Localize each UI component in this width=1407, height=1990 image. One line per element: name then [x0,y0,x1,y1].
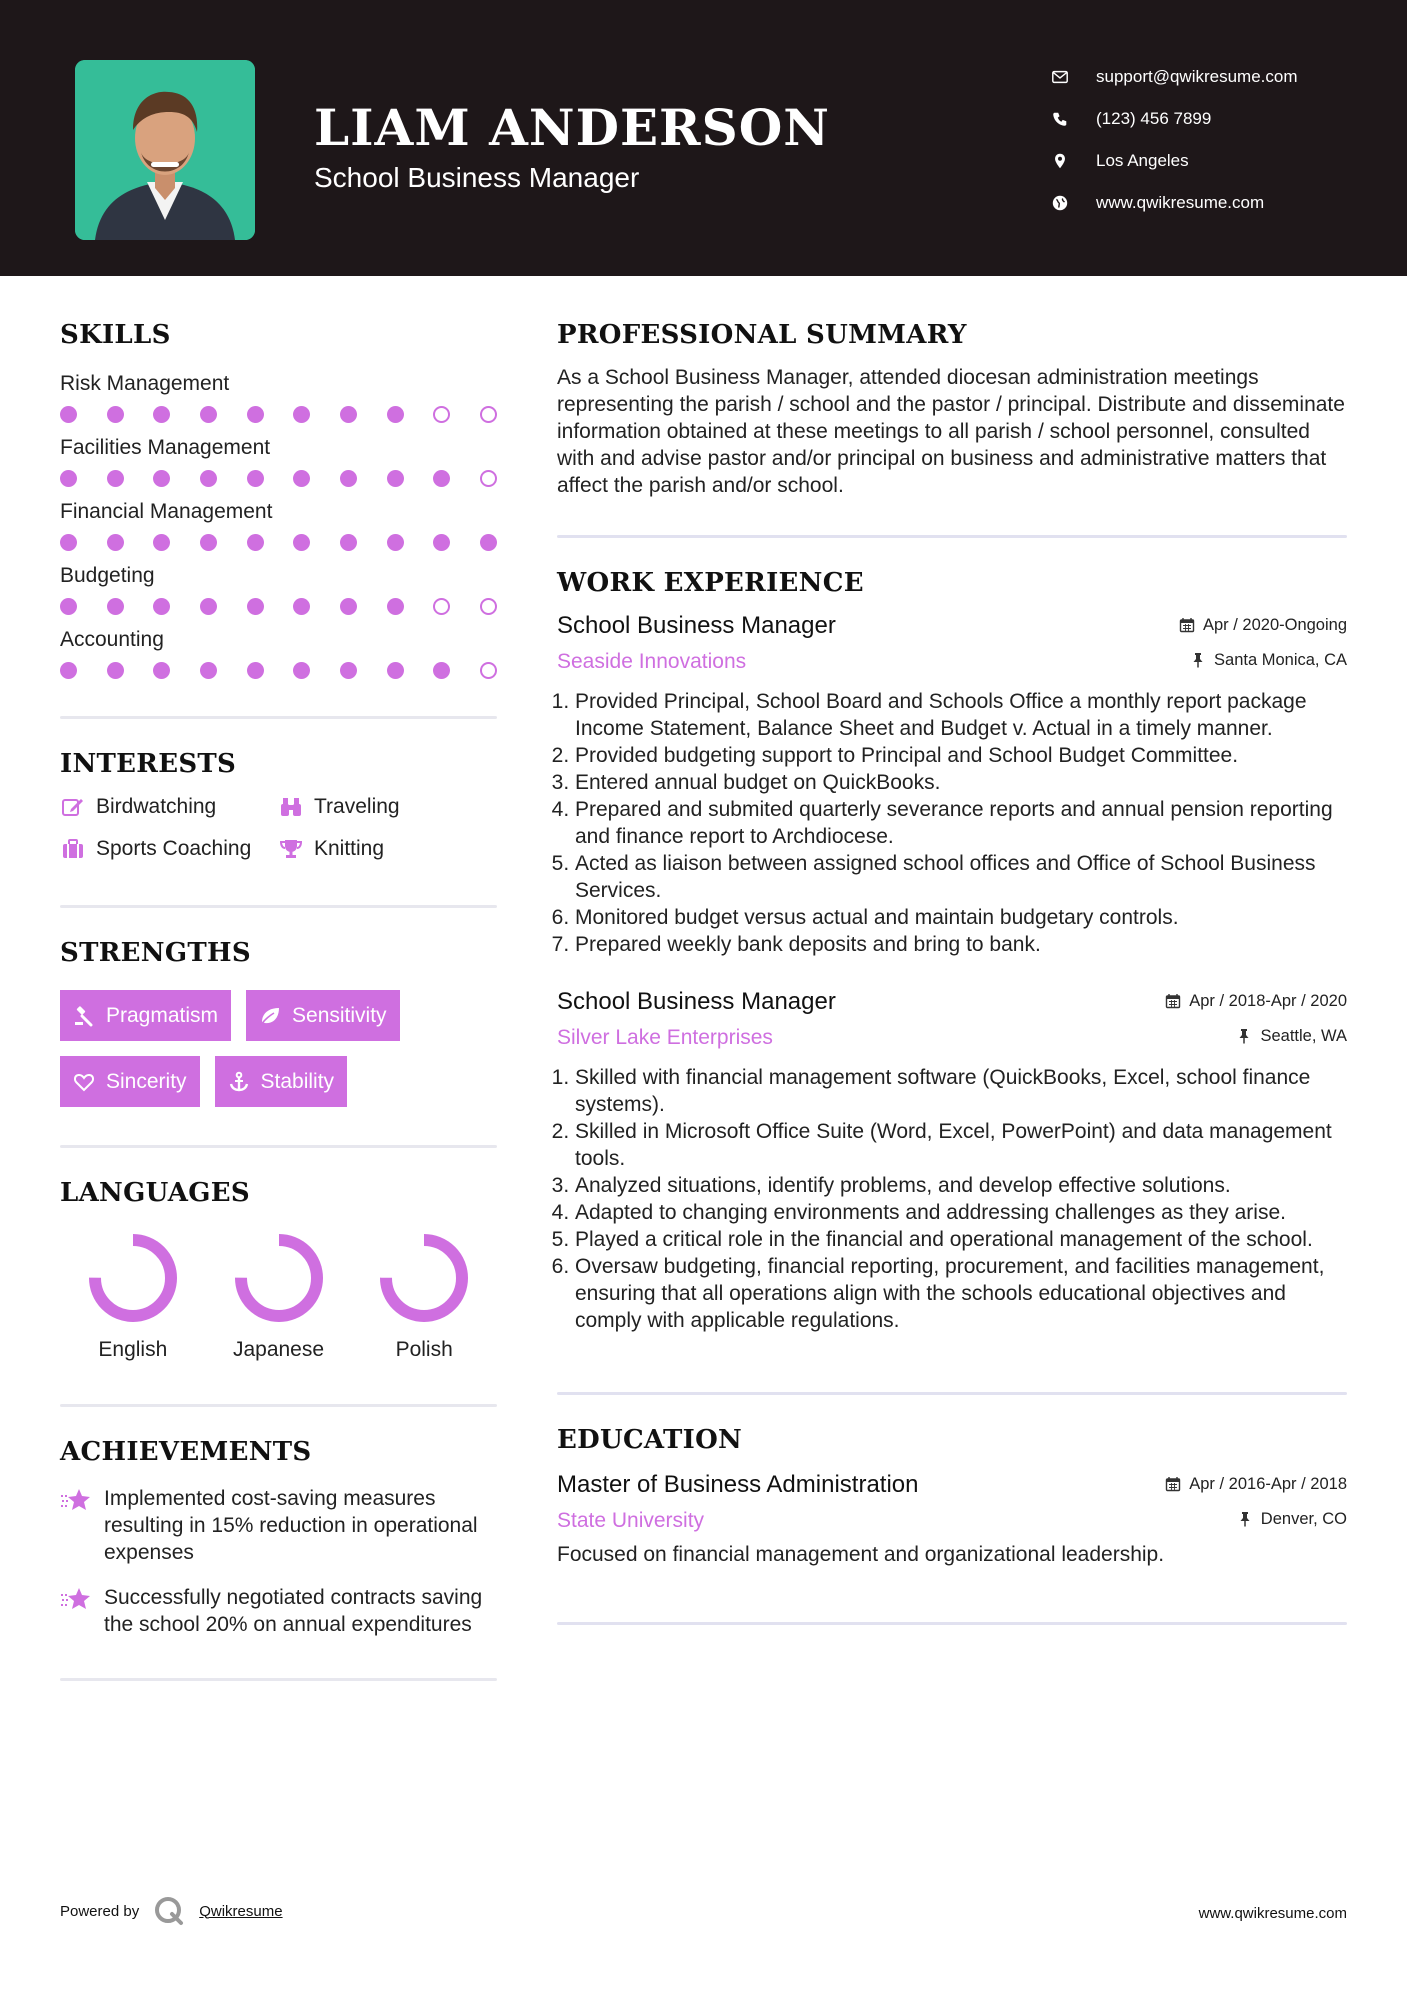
rating-dot-filled [107,406,124,423]
rating-dot-filled [293,406,310,423]
pushpin-icon [1236,1028,1252,1044]
strength-label: Pragmatism [106,1003,219,1027]
map-pin-icon [1050,151,1070,171]
calendar-icon [1165,1476,1181,1492]
section-divider [60,1404,497,1407]
rating-dot-filled [153,534,170,551]
responsibility-item: 1. Provided Principal, School Board and Schools Office a monthly report package Income Statement, Balance Sheet and Budget v. Actual in a timely manner. [575,688,1347,742]
pushpin-icon [1237,1511,1253,1527]
skill-name: Facilities Management [60,436,271,459]
skill-name: Budgeting [60,564,155,587]
summary-heading: PROFESSIONAL SUMMARY [557,320,967,350]
education-entry [557,1471,1347,1568]
achievement-item [60,1485,497,1566]
rating-dot-filled [340,406,357,423]
skill-rating [60,662,497,682]
skill-rating [60,598,497,618]
rating-dot-filled [60,534,77,551]
section-divider [60,1678,497,1681]
section-divider [557,1392,1347,1395]
rating-dot-filled [60,406,77,423]
language-item [351,1230,497,1362]
responsibility-item: 3. Analyzed situations, identify problems, and develop effective solutions. [575,1172,1347,1199]
interest-item [60,837,278,861]
leaf-icon [258,1004,282,1028]
language-label: Polish [395,1338,453,1361]
trophy-icon [278,837,304,861]
achievement-item [60,1584,497,1638]
calendar-icon [1165,993,1181,1009]
rating-dot-filled [153,598,170,615]
rating-dot-filled [107,470,124,487]
interest-item [278,795,497,819]
achievements-list [60,1485,497,1638]
contact-phone-text: (123) 456 7899 [1096,109,1212,128]
globe-icon [1050,193,1070,213]
star-icon [60,1584,94,1638]
language-progress-arc [386,1240,462,1316]
rating-dot-filled [340,534,357,551]
degree-title: Master of Business Administration [557,1471,919,1498]
strength-label: Sincerity [106,1069,187,1093]
languages-heading: LANGUAGES [60,1178,250,1208]
education-location [1237,1510,1347,1529]
rating-dot-empty [480,662,497,679]
language-progress-ring [376,1230,472,1326]
responsibility-item: 4. Adapted to changing environments and addressing challenges as they arise. [575,1199,1347,1226]
candidate-role: School Business Manager [314,162,640,193]
rating-dot-filled [293,598,310,615]
summary-text: As a School Business Manager, attended diocesan administration meetings representing the parish / school and the pastor / principal. Distribute and disseminate information obtained at these meetings to all parish / school personnel, consulted with and advise pastor and/or principal on business and administrative matters that affect the parish and/or school. [557,366,1345,497]
briefcase-icon [60,837,86,861]
rating-dot-empty [433,598,450,615]
rating-dot-filled [480,534,497,551]
rating-dot-filled [387,534,404,551]
rating-dot-filled [153,662,170,679]
rating-dot-filled [433,470,450,487]
section-divider [60,905,497,908]
rating-dot-filled [60,598,77,615]
job-dates [1179,616,1347,635]
achievement-text: Successfully negotiated contracts saving the school 20% on annual expenditures [104,1586,483,1636]
rating-dot-filled [107,598,124,615]
rating-dot-filled [247,534,264,551]
contact-location [1050,140,1298,182]
skill-name: Financial Management [60,500,273,523]
rating-dot-filled [433,662,450,679]
envelope-icon [1050,67,1070,87]
calendar-icon [1179,617,1195,633]
job-responsibilities [557,1064,1347,1334]
strengths-list [60,990,497,1107]
responsibility-item: 6. Monitored budget versus actual and maintain budgetary controls. [575,904,1347,931]
responsibility-item: 1. Skilled with financial management software (QuickBooks, Excel, school finance systems). [575,1064,1347,1118]
rating-dot-filled [200,662,217,679]
rating-dot-filled [200,470,217,487]
rating-dot-filled [340,598,357,615]
job-dates-text: Apr / 2018-Apr / 2020 [1189,991,1347,1010]
section-divider [60,716,497,719]
rating-dot-filled [153,470,170,487]
contact-website[interactable] [1050,182,1298,224]
interests-heading: INTERESTS [60,749,237,779]
contact-website-text: www.qwikresume.com [1096,193,1265,212]
job-location [1236,1027,1347,1046]
section-divider [557,535,1347,538]
job-responsibilities [557,688,1347,958]
responsibility-item: 2. Provided budgeting support to Principal and School Budget Committee. [575,742,1347,769]
footer-website[interactable]: www.qwikresume.com [1198,1905,1347,1922]
rating-dot-filled [387,598,404,615]
skill-rating [60,534,497,554]
rating-dot-filled [200,534,217,551]
section-divider [60,1145,497,1148]
rating-dot-empty [433,406,450,423]
heart-icon [72,1070,96,1094]
responsibility-item: 5. Played a critical role in the financial and operational management of the school. [575,1226,1347,1253]
footer-powered-by [60,1895,283,1927]
rating-dot-filled [247,662,264,679]
right-column [557,320,1347,1625]
achievements-heading: ACHIEVEMENTS [60,1437,312,1467]
strength-label: Stability [260,1069,335,1093]
education-description: Focused on financial management and organizational leadership. [557,1543,1165,1566]
rating-dot-filled [107,534,124,551]
contact-email-text: support@qwikresume.com [1096,67,1298,86]
job-entry [557,988,1347,1334]
interest-item [278,837,497,861]
qwikresume-link[interactable]: Qwikresume [199,1902,283,1920]
rating-dot-filled [433,534,450,551]
rating-dot-filled [200,598,217,615]
pushpin-icon [1190,652,1206,668]
rating-dot-filled [107,662,124,679]
interest-label: Sports Coaching [96,837,252,860]
contact-phone[interactable] [1050,98,1298,140]
strength-tag [60,990,231,1041]
profile-photo [75,60,255,240]
skills-heading: SKILLS [60,320,171,350]
rating-dot-filled [247,470,264,487]
strengths-heading: STRENGTHS [60,938,251,968]
resume-header [0,0,1407,276]
interests-list [60,795,497,861]
strength-tag [215,1056,348,1107]
rating-dot-filled [387,406,404,423]
company-name: Seaside Innovations [557,650,747,673]
rating-dot-filled [293,534,310,551]
job-title: School Business Manager [557,612,836,639]
responsibility-item: 3. Entered annual budget on QuickBooks. [575,769,1347,796]
rating-dot-empty [480,598,497,615]
job-location-text: Seattle, WA [1260,1026,1347,1045]
experience-heading: WORK EXPERIENCE [557,568,864,598]
job-title: School Business Manager [557,988,836,1015]
person-avatar-icon [75,60,255,240]
skill-name: Risk Management [60,372,230,395]
binoculars-icon [278,795,304,819]
language-item [206,1230,352,1362]
left-column [60,320,497,1681]
anchor-icon [227,1070,251,1094]
interest-item [60,795,278,819]
rating-dot-filled [153,406,170,423]
rating-dot-empty [480,406,497,423]
responsibility-item: 2. Skilled in Microsoft Office Suite (Word, Excel, PowerPoint) and data management tools. [575,1118,1347,1172]
education-dates [1165,1475,1347,1494]
rating-dot-filled [387,470,404,487]
rating-dot-filled [247,598,264,615]
responsibility-item: 6. Oversaw budgeting, financial reporting, procurement, and facilities management, ensuring that all operations align with the schools educational objectives and comply with applicable regulations. [575,1253,1347,1334]
languages-list [60,1230,497,1362]
edit-icon [60,795,86,819]
education-dates-text: Apr / 2016-Apr / 2018 [1189,1474,1347,1493]
language-label: English [98,1338,168,1361]
responsibility-item: 4. Prepared and submited quarterly severance reports and annual pension reporting and finance report to Archdiocese. [575,796,1347,850]
rating-dot-filled [247,406,264,423]
interest-label: Knitting [314,837,385,860]
rating-dot-filled [200,406,217,423]
powered-by-text: Powered by [60,1902,140,1920]
achievement-text: Implemented cost-saving measures resulting in 15% reduction in operational expenses [104,1487,478,1564]
job-location-text: Santa Monica, CA [1214,650,1347,669]
contact-location-text: Los Angeles [1096,151,1189,170]
education-location-text: Denver, CO [1260,1509,1347,1528]
skills-list [60,372,497,682]
language-item [60,1230,206,1362]
phone-icon [1050,109,1070,129]
interest-label: Birdwatching [96,795,217,818]
rating-dot-filled [60,662,77,679]
interest-label: Traveling [314,795,400,818]
skill-rating [60,406,497,426]
skill-name: Accounting [60,628,164,651]
qwikresume-logo-icon [153,1895,185,1927]
company-name: Silver Lake Enterprises [557,1026,773,1049]
language-progress-ring [231,1230,327,1326]
rating-dot-empty [480,470,497,487]
job-dates [1165,992,1347,1011]
contact-email[interactable] [1050,56,1298,98]
language-progress-arc [95,1240,171,1316]
rating-dot-filled [60,470,77,487]
strength-tag [60,1056,200,1107]
school-name: State University [557,1509,705,1532]
education-heading: EDUCATION [557,1425,743,1455]
responsibility-item: 5. Acted as liaison between assigned school offices and Office of School Business Services. [575,850,1347,904]
strength-tag [246,990,400,1041]
rating-dot-filled [340,662,357,679]
rating-dot-filled [293,470,310,487]
gavel-icon [72,1004,96,1028]
star-icon [60,1485,94,1566]
rating-dot-filled [293,662,310,679]
job-location [1190,651,1347,670]
section-divider [557,1622,1347,1625]
language-label: Japanese [232,1338,325,1361]
language-progress-arc [241,1240,317,1316]
strength-label: Sensitivity [292,1003,387,1027]
responsibility-item: 7. Prepared weekly bank deposits and bring to bank. [575,931,1347,958]
candidate-name: LIAM ANDERSON [314,98,830,157]
language-progress-ring [85,1230,181,1326]
contact-list [1050,56,1298,224]
skill-rating [60,470,497,490]
job-dates-text: Apr / 2020-Ongoing [1202,615,1347,634]
rating-dot-filled [340,470,357,487]
job-entry [557,612,1347,958]
rating-dot-filled [387,662,404,679]
